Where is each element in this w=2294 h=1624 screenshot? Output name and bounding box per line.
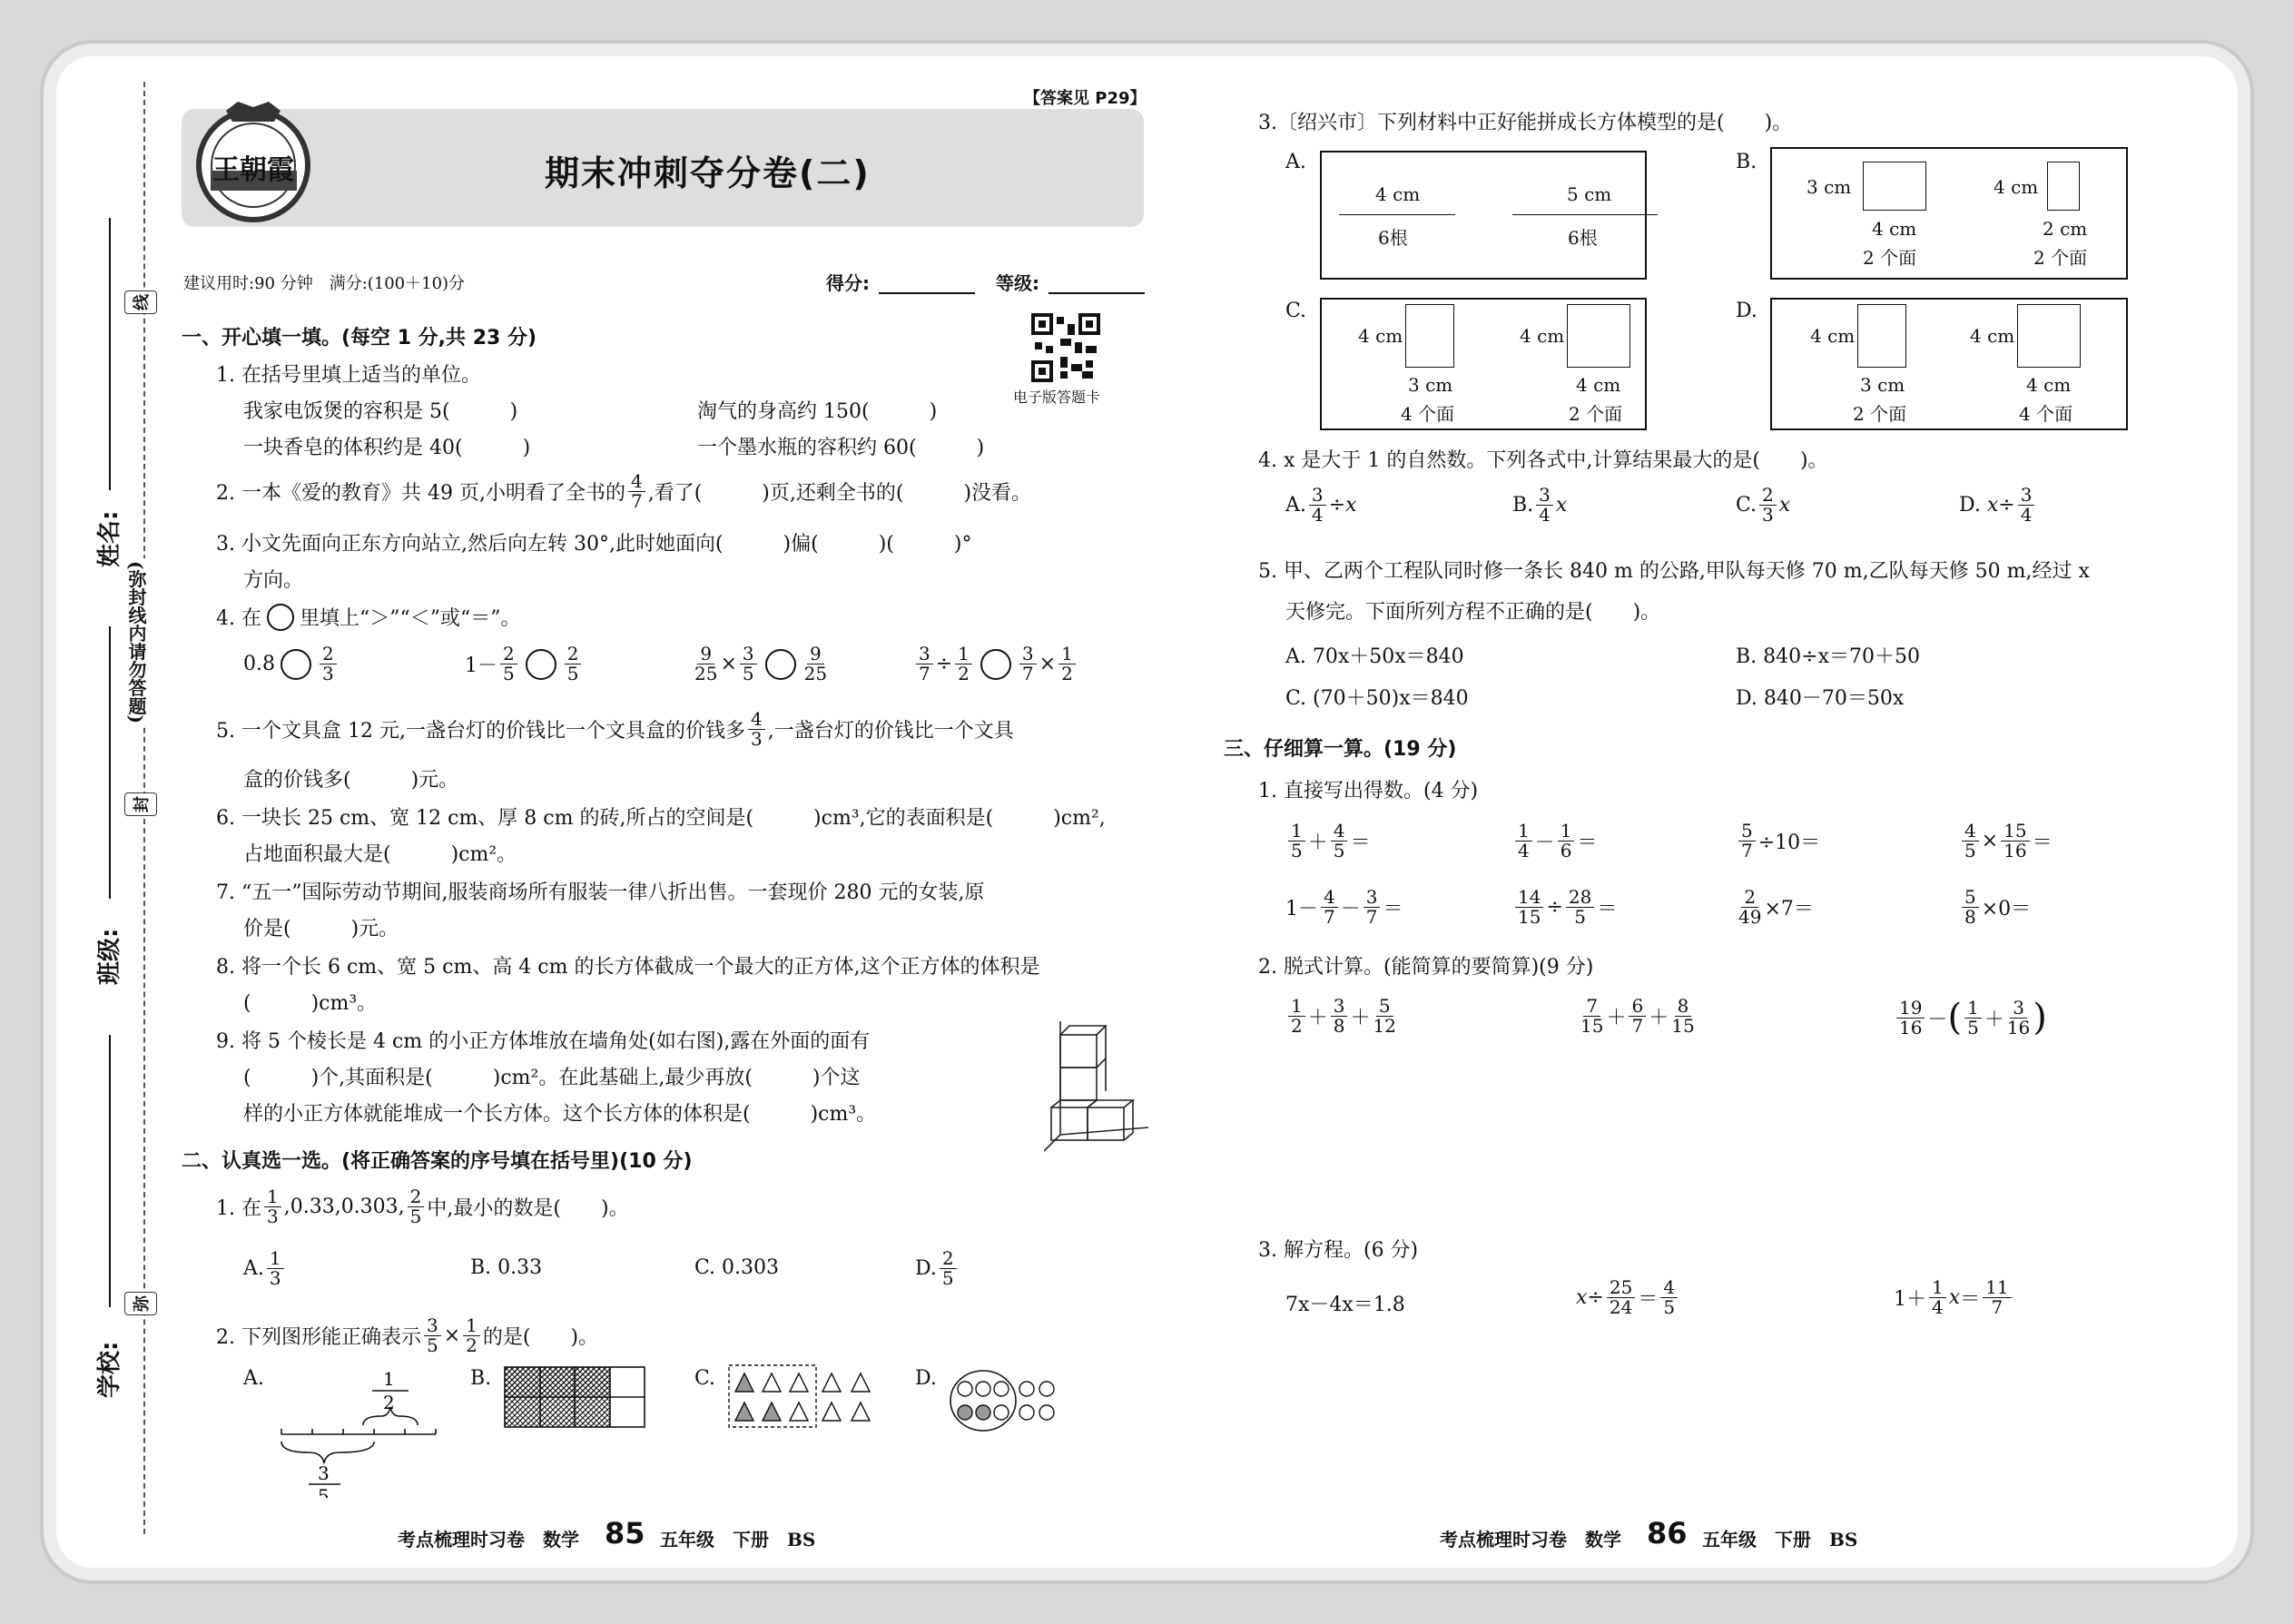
- svg-text:5: 5: [318, 1485, 330, 1498]
- choice-q1: 1. 在 $\frac{1}{3}$ ,0.33,0.303, $\frac{2}{5}$ 中,最小的数是( )。: [216, 1186, 629, 1227]
- part-2-title: 2. 脱式计算。(能简算的要简算)(9 分): [1258, 956, 1594, 979]
- r-q4-stem: 4. x 是大于 1 的自然数。下列各式中,计算结果最大的是( )。: [1258, 449, 1828, 472]
- time-info: 建议用时:90 分钟 满分:(100＋10)分: [183, 274, 466, 293]
- school-line[interactable]: [109, 1035, 111, 1307]
- svg-text:2: 2: [383, 1392, 395, 1413]
- q4-item: $\frac{9}{25}$ × $\frac{3}{5}$ $\frac{9}{25}$: [694, 643, 828, 684]
- calc-item: $\frac{14}{15}$ ÷ $\frac{28}{5}$ ＝: [1512, 888, 1617, 927]
- grid-figure: [504, 1366, 645, 1428]
- q1-item: 淘气的身高约 150( ): [697, 400, 938, 423]
- q3-line-1: 3. 小文先面向正东方向站立,然后向左转 30°,此时她面向( )偏( )( )°: [216, 533, 972, 556]
- label: 2 cm: [2043, 218, 2088, 240]
- school-label: 学校:: [96, 1341, 123, 1398]
- svg-text:3: 3: [318, 1462, 330, 1484]
- r-q5-option[interactable]: C. (70＋50)x＝840: [1285, 687, 1469, 710]
- r-q3-option-A[interactable]: A.: [1285, 151, 1306, 173]
- class-line[interactable]: [109, 626, 111, 899]
- face-rect: [1567, 304, 1630, 368]
- label: 4 cm: [2026, 374, 2072, 396]
- r-q3-stem: 3.〔绍兴市〕下列材料中正好能拼成长方体模型的是( )。: [1258, 112, 1793, 134]
- calc-item: $\frac{1}{4}$ － $\frac{1}{6}$ ＝: [1512, 822, 1598, 861]
- answer-reference: 【答案见 P29】: [1024, 89, 1147, 108]
- label: 4 cm: [1520, 325, 1565, 347]
- face-rect: [1405, 304, 1454, 368]
- number-line-figure: [272, 1362, 445, 1498]
- q7-line-1: 7. “五一”国际劳动节期间,服装商场所有服装一律八折出售。一套现价 280 元的女装,原: [216, 881, 985, 904]
- section-2-title: 二、认真选一选。(将正确答案的序号填在括号里)(10 分): [182, 1150, 693, 1173]
- seal-notice: (弥封线内请勿答题): [123, 558, 150, 726]
- compare-circle[interactable]: [980, 649, 1011, 680]
- name-line[interactable]: [109, 218, 111, 490]
- face-rect: [2017, 304, 2081, 368]
- seal-mark: 封: [124, 792, 157, 816]
- label: 2 个面: [1863, 247, 1917, 269]
- r-q4-option[interactable]: B. $\frac{3}{4}$ x: [1512, 484, 1568, 526]
- face-rect: [2047, 162, 2080, 211]
- class-label: 班级:: [96, 928, 123, 985]
- stick: [1512, 214, 1658, 215]
- r-q3-option-C[interactable]: C.: [1285, 300, 1307, 322]
- q4-item: $\frac{3}{7}$ ÷ $\frac{1}{2}$ $\frac{3}{7}$ × $\frac{1}{2}$: [913, 645, 1078, 684]
- choice-option[interactable]: A. $\frac{1}{3}$: [243, 1249, 287, 1288]
- label: 2 个面: [1569, 403, 1623, 425]
- label: 4 个面: [1401, 403, 1455, 425]
- r-q4-option[interactable]: C. $\frac{2}{3}$ x: [1736, 484, 1791, 526]
- q4-item: 0.8 $\frac{2}{3}$: [243, 645, 340, 684]
- part-3-title: 3. 解方程。(6 分): [1258, 1239, 1419, 1262]
- calc-item: $\frac{5}{8}$ ×0＝: [1959, 888, 2031, 927]
- page-number-left: 85: [605, 1516, 645, 1550]
- q3-line-2: 方向。: [243, 569, 304, 592]
- label: 2 个面: [2033, 247, 2088, 269]
- q6-line-2: 占地面积最大是( )cm²。: [243, 843, 517, 866]
- q4-item: 1－ $\frac{2}{5}$ $\frac{2}{5}$: [465, 645, 584, 684]
- svg-text:1: 1: [383, 1368, 395, 1390]
- calc-item: $\frac{5}{7}$ ÷10＝: [1736, 822, 1820, 861]
- r-q5-option[interactable]: B. 840÷x＝70＋50: [1736, 645, 1920, 668]
- label: 6根: [1568, 227, 1598, 249]
- qr-code-icon[interactable]: [1031, 313, 1100, 382]
- section-1-title: 一、开心填一填。(每空 1 分,共 23 分): [182, 327, 537, 349]
- label: 3 cm: [1807, 176, 1852, 198]
- seal-mark: 线: [124, 290, 157, 314]
- face-rect: [1857, 304, 1906, 368]
- choice-option[interactable]: C.: [694, 1367, 716, 1390]
- page-title: 期末冲刺夺分卷(二): [545, 153, 871, 193]
- label: 4 cm: [1872, 218, 1917, 240]
- q2: 2. 一本《爱的教育》共 49 页,小明看了全书的 $\frac{4}{7}$ ,看了( )页,还剩全书的( )没看。: [216, 470, 1032, 512]
- r-q4-option[interactable]: A. $\frac{3}{4}$ ÷x: [1285, 484, 1357, 526]
- label: 4 个面: [2019, 403, 2073, 425]
- r-q5-option[interactable]: A. 70x＋50x＝840: [1285, 645, 1464, 668]
- choice-option[interactable]: D.: [915, 1367, 937, 1390]
- r-q3-option-B[interactable]: B.: [1736, 151, 1757, 173]
- logo: [192, 94, 315, 231]
- choice-option[interactable]: A.: [243, 1367, 264, 1390]
- score-field[interactable]: [879, 292, 975, 294]
- compare-circle[interactable]: [765, 649, 796, 680]
- equation-item: 1＋ $\frac{1}{4}$ x ＝ $\frac{11}{7}$: [1894, 1278, 2014, 1317]
- q8-line-1: 8. 将一个长 6 cm、宽 5 cm、高 4 cm 的长方体截成一个最大的正方体,这个正方体的体积是: [216, 956, 1040, 979]
- footer-left-grade: 五年级 下册 BS: [660, 1529, 816, 1550]
- q9-line-3: 样的小正方体就能堆成一个长方体。这个长方体的体积是( )cm³。: [243, 1103, 877, 1126]
- label: 4 cm: [1576, 374, 1621, 396]
- label: 4 cm: [1358, 325, 1403, 347]
- footer-right-grade: 五年级 下册 BS: [1702, 1529, 1858, 1550]
- q9-line-1: 9. 将 5 个棱长是 4 cm 的小正方体堆放在墙角处(如右图),露在外面的面有: [216, 1030, 871, 1053]
- q5-line-2: 盒的价钱多( )元。: [243, 769, 459, 792]
- q8-line-2: ( )cm³。: [243, 992, 378, 1015]
- label: 4 cm: [1970, 325, 2015, 347]
- r-q5-option[interactable]: D. 840－70＝50x: [1736, 687, 1905, 710]
- q1-item: 一块香皂的体积约是 40( ): [243, 437, 531, 459]
- section-3-title: 三、仔细算一算。(19 分): [1224, 738, 1457, 761]
- face-rect: [1863, 162, 1926, 211]
- stick: [1339, 214, 1455, 215]
- q9-line-2: ( )个,其面积是( )cm²。在此基础上,最少再放( )个这: [243, 1067, 861, 1089]
- triangle-figure: [728, 1364, 882, 1428]
- footer-right-text: 考点梳理时习卷 数学: [1440, 1529, 1621, 1550]
- q7-line-2: 价是( )元。: [243, 918, 399, 940]
- equation-item: x ÷ $\frac{25}{24}$ ＝ $\frac{4}{5}$: [1576, 1278, 1680, 1317]
- r-q5-line-1: 5. 甲、乙两个工程队同时修一条长 840 m 的公路,甲队每天修 70 m,乙队每天修 50 m,经过 x: [1258, 560, 2090, 583]
- calc-item: $\frac{2}{49}$ ×7＝: [1738, 886, 1814, 928]
- calc-item: $\frac{4}{5}$ × $\frac{15}{16}$ ＝: [1959, 822, 2053, 861]
- grade-label: 等级:: [996, 272, 1039, 294]
- label: 2 个面: [1853, 403, 1907, 425]
- label: 3 cm: [1860, 374, 1905, 396]
- compare-circle[interactable]: [281, 649, 311, 680]
- qr-caption: 电子版答题卡: [1013, 389, 1101, 406]
- grade-field[interactable]: [1049, 292, 1145, 294]
- q1-stem: 1. 在括号里填上适当的单位。: [216, 364, 481, 387]
- calc-item: $\frac{1}{5}$ ＋ $\frac{4}{5}$ ＝: [1285, 822, 1371, 861]
- label: 6根: [1378, 227, 1408, 249]
- r-q4-option[interactable]: D. x÷ $\frac{3}{4}$: [1959, 486, 2037, 525]
- r-q3-option-D[interactable]: D.: [1736, 300, 1757, 322]
- part-1-title: 1. 直接写出得数。(4 分): [1258, 780, 1479, 802]
- label: 5 cm: [1567, 183, 1612, 205]
- q6-line-1: 6. 一块长 25 cm、宽 12 cm、厚 8 cm 的砖,所占的空间是( )cm³,它的表面积是( )cm²,: [216, 807, 1106, 830]
- logo-text: 王朝霞: [212, 154, 294, 186]
- page-number-right: 86: [1647, 1516, 1688, 1550]
- option-A-box: [1320, 151, 1647, 280]
- choice-option[interactable]: C. 0.303: [694, 1256, 780, 1279]
- label: 4 cm: [1810, 325, 1856, 347]
- name-label: 姓名:: [96, 510, 123, 567]
- cube-stack-figure: [1044, 1017, 1148, 1153]
- q4-stem: 4. 在 里填上“＞”“＜”或“＝”。: [216, 603, 520, 631]
- label: 3 cm: [1408, 374, 1453, 396]
- choice-option[interactable]: B.: [470, 1367, 492, 1390]
- score-label: 得分:: [826, 272, 870, 294]
- r-q5-line-2: 天修完。下面所列方程不正确的是( )。: [1285, 601, 1661, 624]
- circle-dots-figure: [949, 1369, 1065, 1432]
- q5-line-1: 5. 一个文具盒 12 元,一盏台灯的价钱比一个文具盒的价钱多 $\frac{4}{3}$ ,一盏台灯的价钱比一个文具: [216, 708, 1014, 750]
- q1-item: 我家电饭煲的容积是 5( ): [243, 400, 518, 423]
- expr-item: $\frac{19}{16}$ － ( $\frac{1}{5}$ ＋ $\frac{3}{16}$ ): [1894, 997, 2047, 1038]
- choice-option[interactable]: D. $\frac{2}{5}$: [915, 1249, 960, 1288]
- q1-item: 一个墨水瓶的容积约 60( ): [697, 437, 985, 459]
- footer-left-text: 考点梳理时习卷 数学: [398, 1529, 579, 1550]
- seal-mark: 弥: [124, 1292, 157, 1315]
- choice-option[interactable]: B. 0.33: [470, 1256, 543, 1279]
- calc-item: 1－ $\frac{4}{7}$ － $\frac{3}{7}$ ＝: [1285, 886, 1403, 928]
- equation-item: 7x－4x＝1.8: [1285, 1294, 1405, 1316]
- compare-circle[interactable]: [526, 649, 556, 680]
- choice-q2: 2. 下列图形能正确表示 $\frac{3}{5}$ × $\frac{1}{2}$ 的是( )。: [216, 1314, 599, 1356]
- expr-item: $\frac{7}{15}$ ＋ $\frac{6}{7}$ ＋ $\frac{8}{15}$: [1580, 995, 1695, 1037]
- expr-item: $\frac{1}{2}$ ＋ $\frac{3}{8}$ ＋ $\frac{5}{12}$: [1285, 997, 1399, 1036]
- label: 4 cm: [1375, 183, 1421, 205]
- label: 4 cm: [1994, 176, 2039, 198]
